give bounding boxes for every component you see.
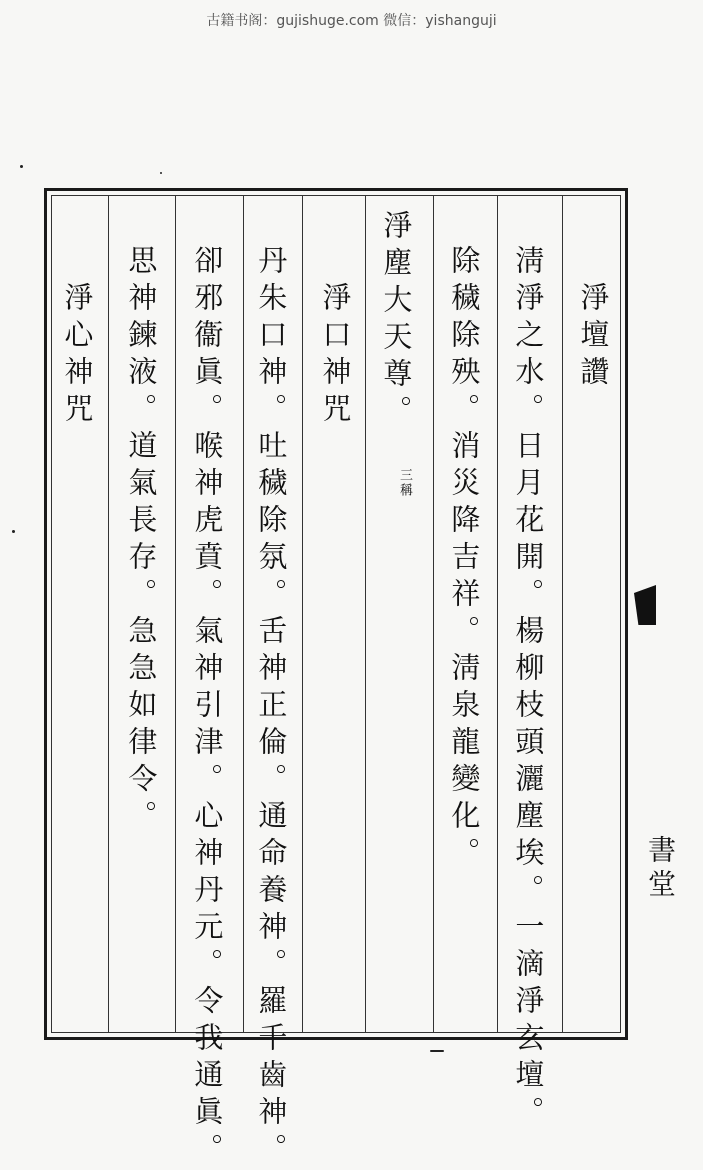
column-rule [497, 196, 498, 1032]
ink-speck [160, 172, 162, 174]
ink-speck [12, 530, 15, 533]
text-column: 淨塵大天尊。 [379, 210, 414, 432]
column-rule [175, 196, 176, 1032]
column-rule [243, 196, 244, 1032]
column-rule [108, 196, 109, 1032]
section-title-jingkou-shenzhou: 淨口神咒 [318, 282, 353, 430]
column-rule [365, 196, 366, 1032]
ink-speck [430, 1050, 444, 1052]
column-rule [433, 196, 434, 1032]
section-title-jingxin-shenzhou: 淨心神咒 [60, 282, 95, 430]
text-column: 思神鍊液。道氣長存。急急如律令。 [124, 245, 159, 837]
watermark-text: 古籍书阁：gujishuge.com 微信：yishanguji [206, 13, 497, 29]
text-column: 卻邪衞眞。喉神虎賁。氣神引津。心神丹元。令我通眞。 [190, 245, 225, 1170]
margin-publisher-text: 書堂 [644, 835, 677, 903]
fishtail-mark [634, 585, 656, 625]
text-column: 淸淨之水。日月花開。楊柳枝頭灑塵埃。一滴淨玄壇。 [511, 245, 546, 1133]
ink-speck [20, 165, 23, 168]
text-column: 除穢除殃。消災降吉祥。淸泉龍變化。 [447, 245, 482, 874]
text-column: 丹朱口神。吐穢除氛。舌神正倫。通命養神。羅千齒神。 [254, 245, 289, 1170]
column-rule [302, 196, 303, 1032]
annotation-three-times: 三稱 [396, 468, 412, 498]
column-rule [562, 196, 563, 1032]
section-title-jingtan-zan: 淨壇讚 [576, 282, 611, 393]
